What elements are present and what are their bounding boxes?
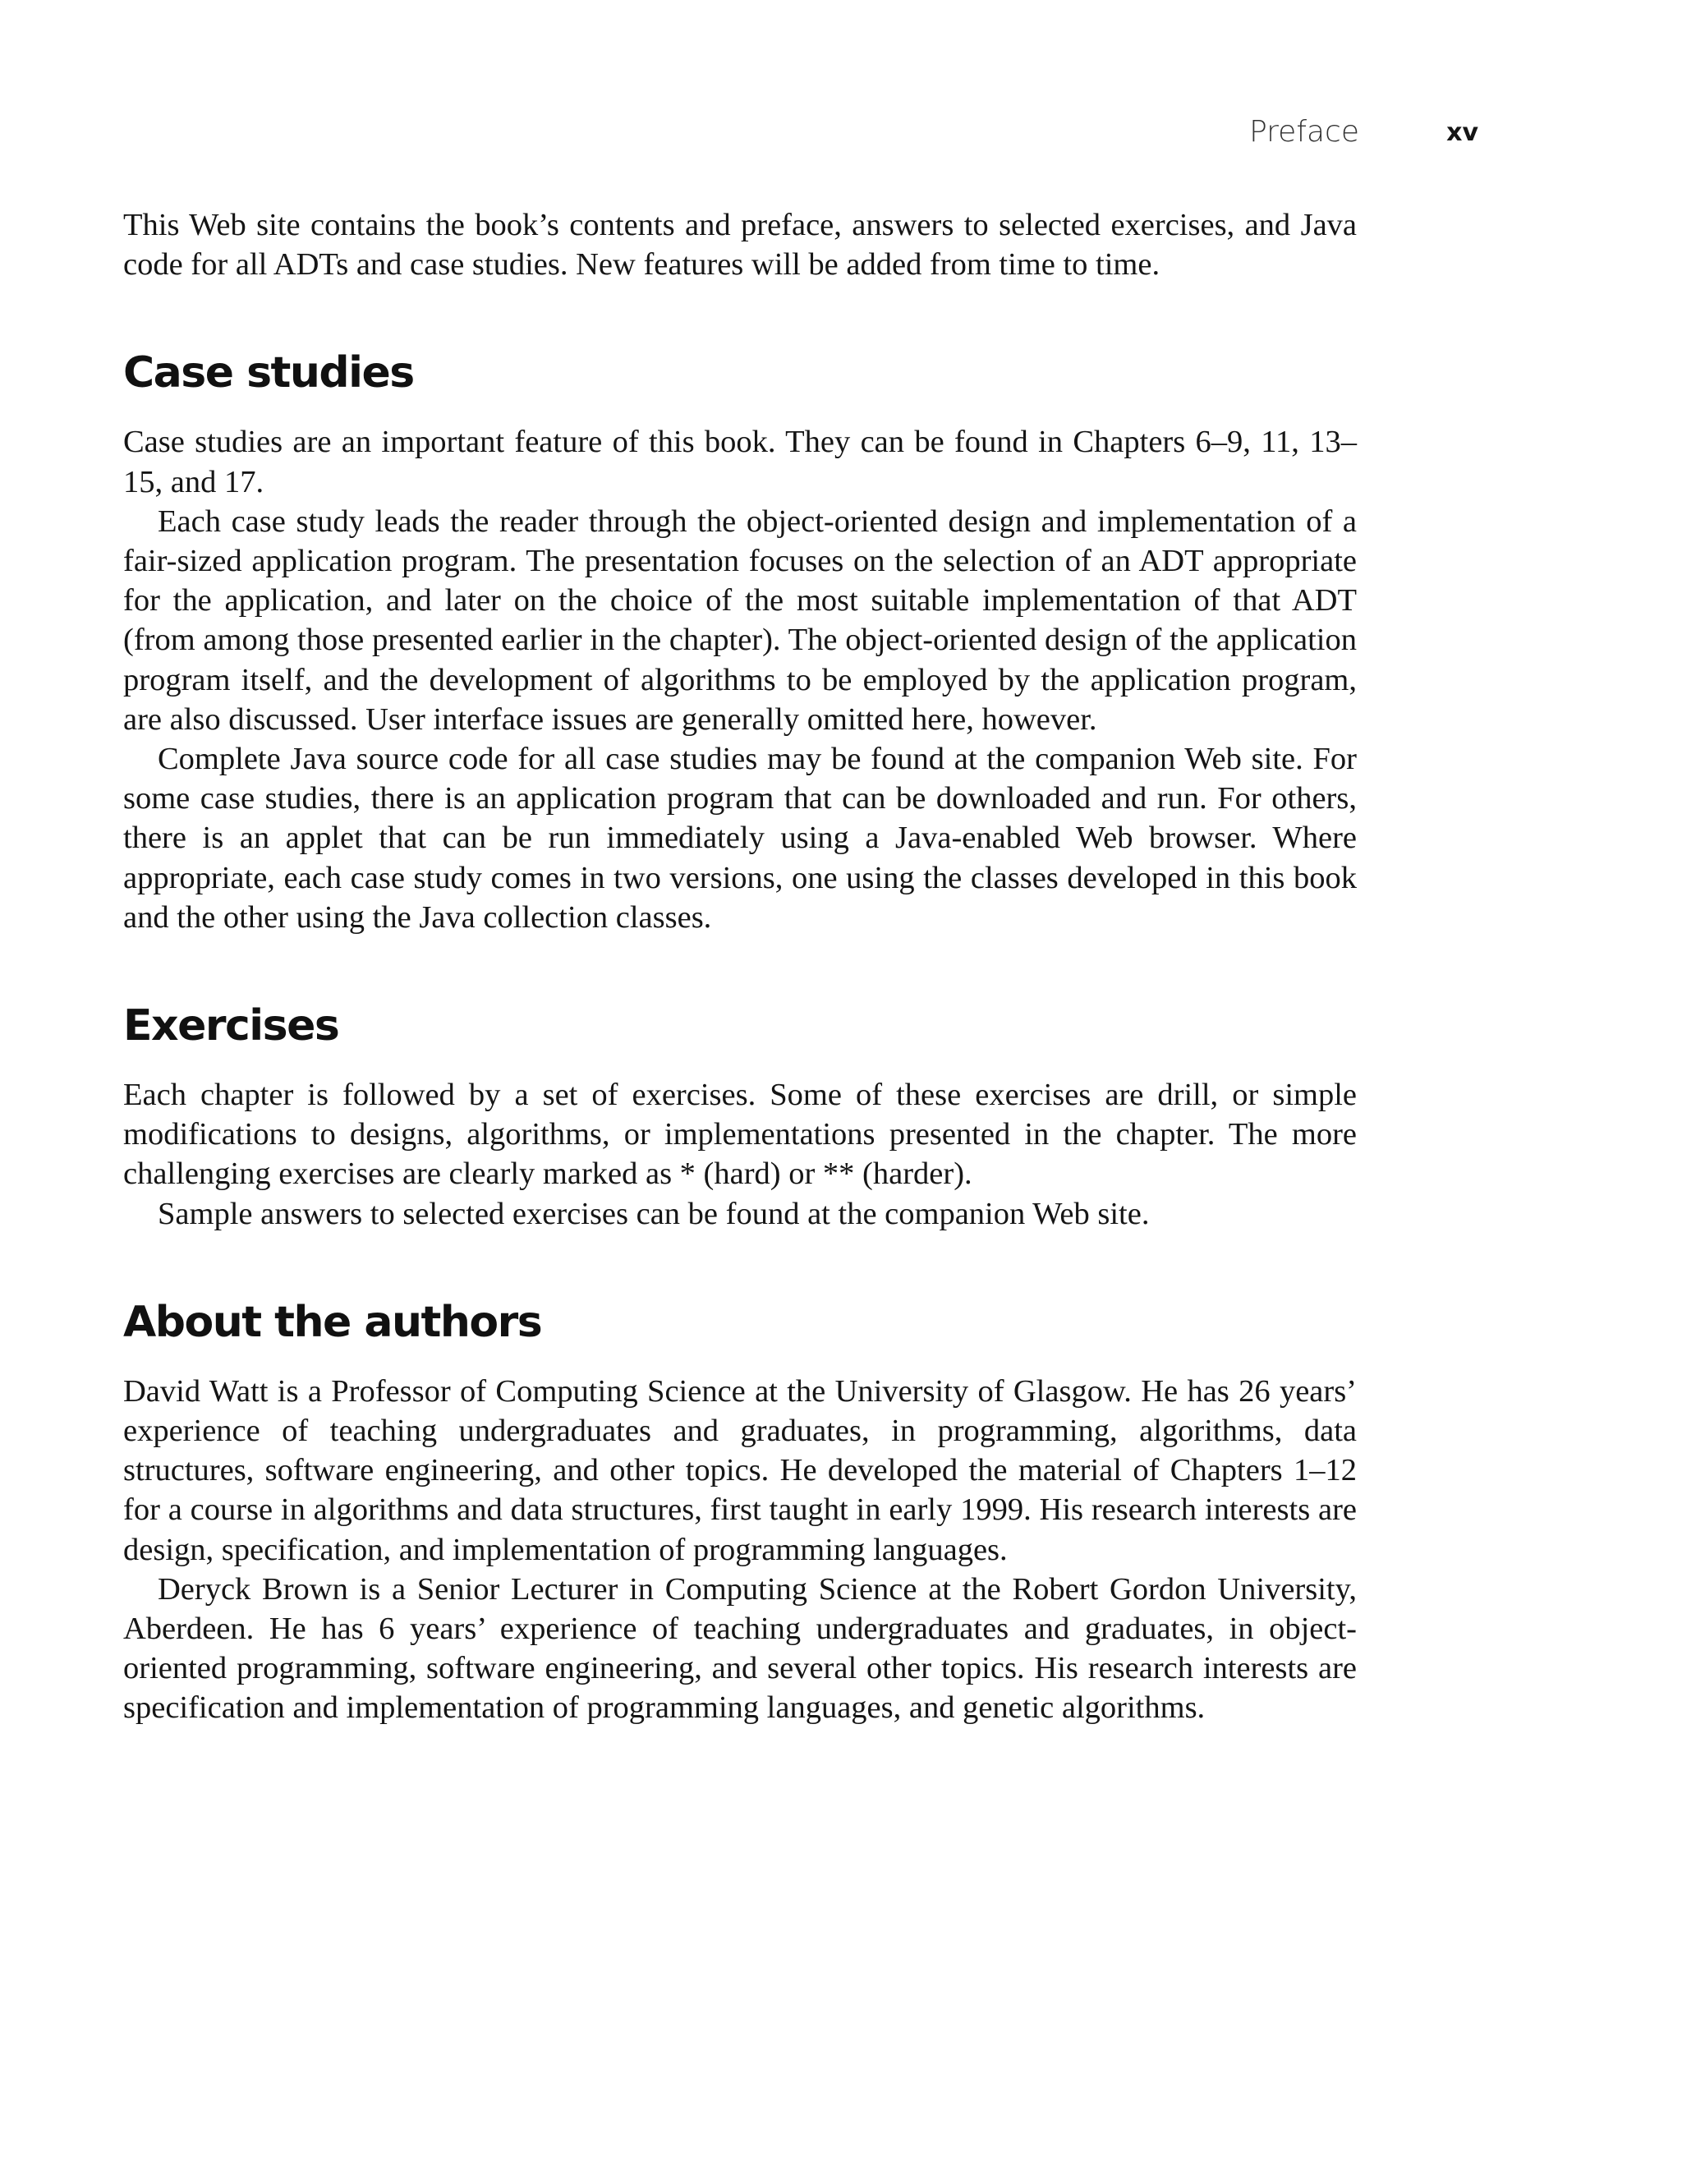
running-title: Preface — [1249, 115, 1359, 149]
about-authors-paragraph-2: Deryck Brown is a Senior Lecturer in Computing Science at the Robert Gordon University, Aberdeen. He has 6 years’ experience of teaching undergraduates and graduates, in object-oriented programming, software engineering, and several other topics. His research interests are specification and implementation of programming languages, and genetic algorithms. — [123, 1571, 1357, 1726]
exercises-paragraph-1: Each chapter is followed by a set of exercises. Some of these exercises are drill, or simple modifications to designs, algorithms, or implementations presented in the chapter. The more challenging exercises are clearly marked as * (hard) or ** (harder). — [123, 1078, 1357, 1192]
exercises-heading: Exercises — [123, 1001, 339, 1051]
exercises-paragraph-2: Sample answers to selected exercises can be found at the companion Web site. — [158, 1196, 1150, 1231]
running-head — [1150, 115, 1478, 164]
case-studies-paragraph-3: Complete Java source code for all case studies may be found at the companion Web site. For some case studies, there is an application program that can be downloaded and run. For others, there is an applet that can be run immediately using a Java-enabled Web browser. Where appropriate, each case study comes in two versions, one using the classes developed in this book and the other using the Java collection classes. — [123, 742, 1357, 935]
page-body — [123, 205, 1357, 1728]
about-authors-heading: About the authors — [123, 1297, 542, 1347]
about-authors-paragraph-1: David Watt is a Professor of Computing Science at the University of Glasgow. He has 26 years’ experience of teaching undergraduates and graduates, in programming, algorithms, data structures, software engineering, and other topics. He developed the material of Chapters 1–12 for a course in algorithms and data structures, first taught in early 1999. His research interests are design, specification, and implementation of programming languages. — [123, 1373, 1357, 1567]
section-case-studies — [123, 348, 1357, 937]
case-studies-paragraph-1: Case studies are an important feature of this book. They can be found in Chapters 6–9, 11, 13–15, and 17. — [123, 425, 1357, 499]
intro-paragraph: This Web site contains the book’s contents and preface, answers to selected exercises, and Java code for all ADTs and case studies. New features will be added from time to time. — [123, 208, 1357, 283]
page-number: xv — [1446, 118, 1478, 147]
case-studies-paragraph-2: Each case study leads the reader through the object-oriented design and implementation of a fair-sized application program. The presentation focuses on the selection of an ADT appropriate for the application, and later on the choice of the most suitable implementation of that ADT (from among those presented earlier in the chapter). The object-oriented design of the application program itself, and the development of algorithms to be employed by the application program, are also discussed. User interface issues are generally omitted here, however. — [123, 503, 1357, 737]
case-studies-heading: Case studies — [123, 348, 414, 398]
section-exercises — [123, 1001, 1357, 1234]
section-about-authors — [123, 1298, 1357, 1728]
